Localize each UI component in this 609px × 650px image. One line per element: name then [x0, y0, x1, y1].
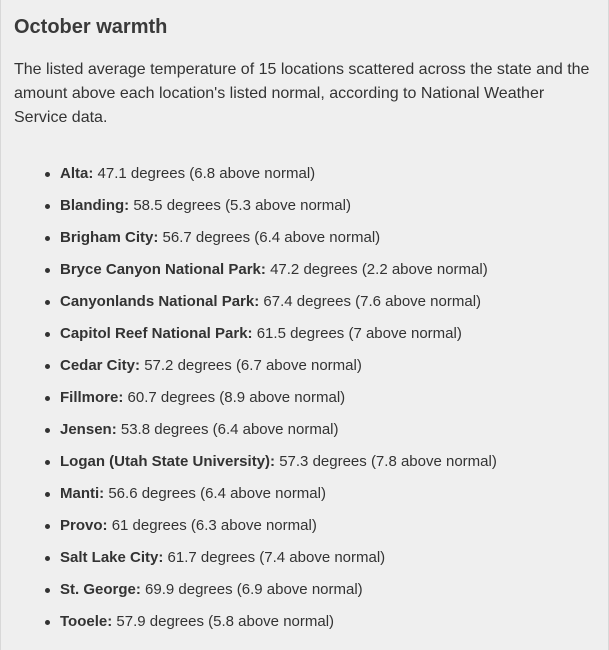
location-name: Manti:	[60, 485, 105, 502]
location-name: St. George:	[60, 581, 141, 598]
location-value: 61.5 degrees (7 above normal)	[256, 325, 462, 342]
list-item	[60, 452, 596, 484]
list-item	[60, 292, 596, 324]
list-item	[60, 260, 596, 292]
list-item	[60, 516, 596, 548]
list-item	[60, 548, 596, 580]
list-item	[60, 580, 596, 612]
list-item	[60, 164, 596, 196]
location-value: 56.7 degrees (6.4 above normal)	[162, 229, 381, 246]
location-value: 61.7 degrees (7.4 above normal)	[167, 549, 386, 566]
location-name: Canyonlands National Park:	[60, 293, 260, 310]
location-name: Jensen:	[60, 421, 117, 438]
location-value: 61 degrees (6.3 above normal)	[111, 517, 317, 534]
list-item	[60, 324, 596, 356]
location-name: Cedar City:	[60, 357, 141, 374]
location-name: Capitol Reef National Park:	[60, 325, 253, 342]
locations-list	[14, 164, 596, 644]
location-name: Alta:	[60, 165, 94, 182]
section-title: October warmth	[14, 16, 168, 38]
location-value: 67.4 degrees (7.6 above normal)	[263, 293, 482, 310]
list-item	[60, 420, 596, 452]
location-value: 57.9 degrees (5.8 above normal)	[116, 613, 335, 630]
list-item	[60, 612, 596, 644]
location-value: 57.3 degrees (7.8 above normal)	[279, 453, 497, 470]
intro-paragraph: The listed average temperature of 15 locations scattered across the state and the amount above each location's listed normal, according to National Weather Service data.	[14, 61, 590, 126]
location-name: Fillmore:	[60, 389, 124, 406]
list-item	[60, 356, 596, 388]
list-item	[60, 388, 596, 420]
location-value: 47.1 degrees (6.8 above normal)	[97, 165, 316, 182]
location-name: Tooele:	[60, 613, 113, 630]
list-item	[60, 196, 596, 228]
location-name: Blanding:	[60, 197, 130, 214]
location-value: 58.5 degrees (5.3 above normal)	[133, 197, 351, 214]
location-value: 60.7 degrees (8.9 above normal)	[127, 389, 346, 406]
location-name: Bryce Canyon National Park:	[60, 261, 266, 278]
location-name: Logan (Utah State University):	[60, 453, 276, 470]
location-name: Salt Lake City:	[60, 549, 164, 566]
location-value: 47.2 degrees (2.2 above normal)	[270, 261, 488, 278]
location-value: 53.8 degrees (6.4 above normal)	[120, 421, 339, 438]
article-section	[1, 0, 608, 644]
list-item	[60, 228, 596, 260]
location-name: Brigham City:	[60, 229, 159, 246]
location-value: 56.6 degrees (6.4 above normal)	[108, 485, 326, 502]
list-item	[60, 484, 596, 516]
location-name: Provo:	[60, 517, 108, 534]
location-value: 69.9 degrees (6.9 above normal)	[145, 581, 363, 598]
location-value: 57.2 degrees (6.7 above normal)	[144, 357, 362, 374]
